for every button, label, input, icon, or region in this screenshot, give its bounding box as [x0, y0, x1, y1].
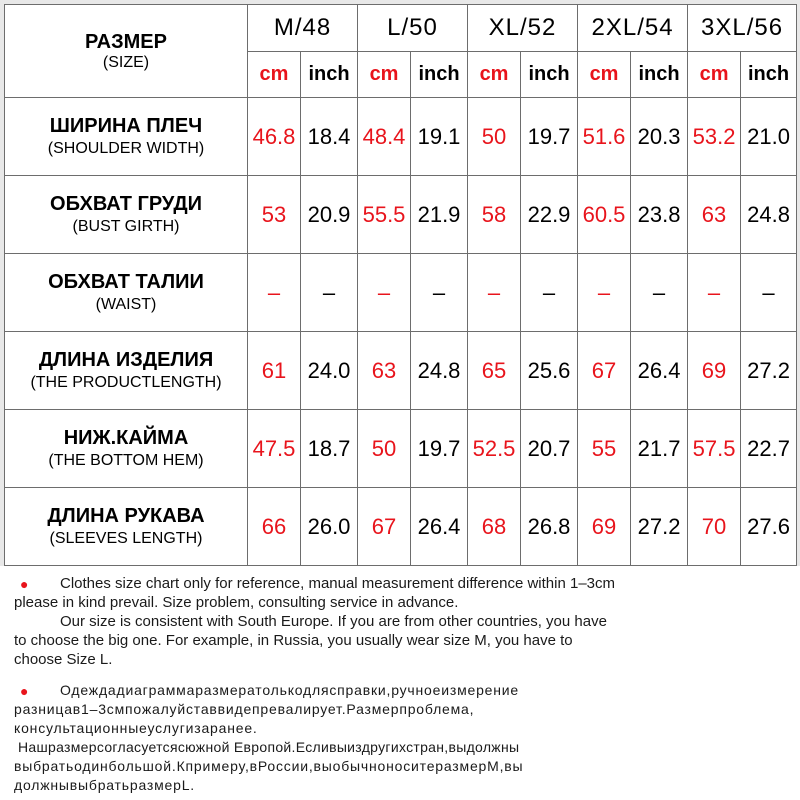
- value-cm: 63: [358, 332, 411, 410]
- value-inch: 21.0: [741, 98, 797, 176]
- table-row: [5, 488, 797, 566]
- value-cm: –: [248, 254, 301, 332]
- size-l-header: L/50: [358, 5, 468, 52]
- size-m-header: M/48: [248, 5, 358, 52]
- unit-inch-header: inch: [521, 52, 578, 98]
- value-inch: 21.9: [411, 176, 468, 254]
- value-inch: –: [301, 254, 358, 332]
- value-inch: 26.0: [301, 488, 358, 566]
- note-en-line: choose Size L.: [14, 651, 113, 668]
- value-inch: 21.7: [631, 410, 688, 488]
- value-inch: 19.7: [521, 98, 578, 176]
- value-cm: 55: [578, 410, 631, 488]
- size-xl-header: XL/52: [468, 5, 578, 52]
- value-inch: 19.7: [411, 410, 468, 488]
- unit-inch-header: inch: [301, 52, 358, 98]
- unit-cm-header: cm: [578, 52, 631, 98]
- size-table: [4, 4, 797, 566]
- value-cm: 50: [468, 98, 521, 176]
- size-label-en: (SIZE): [102, 53, 150, 71]
- table-row: [5, 176, 797, 254]
- row-label: [5, 254, 248, 332]
- value-cm: 47.5: [248, 410, 301, 488]
- value-cm: 67: [578, 332, 631, 410]
- note-russian: [14, 681, 786, 795]
- value-cm: –: [468, 254, 521, 332]
- size-label-ru: РАЗМЕР: [85, 30, 167, 53]
- row-label-en: (THE BOTTOM HEM): [48, 451, 204, 469]
- value-cm: –: [578, 254, 631, 332]
- row-label: [5, 488, 248, 566]
- notes-section: [14, 574, 786, 795]
- note-ru-line: разницав1–3смпожалуйставвидепревалирует.Размерпроблема,: [14, 701, 475, 717]
- note-ru-line: должнывыбратьразмерL.: [14, 777, 195, 793]
- value-cm: 61: [248, 332, 301, 410]
- table-row: [5, 98, 797, 176]
- row-label-en: (BUST GIRTH): [72, 217, 180, 235]
- value-inch: 24.0: [301, 332, 358, 410]
- note-en-line: please in kind prevail. Size problem, consulting service in advance.: [14, 594, 459, 611]
- value-cm: 55.5: [358, 176, 411, 254]
- row-label: [5, 98, 248, 176]
- note-ru-line: выбратьодинбольшой.Кпримеру,вРоссии,выобычноноситеразмерМ,вы: [14, 758, 524, 774]
- value-inch: 22.7: [741, 410, 797, 488]
- unit-inch-header: inch: [411, 52, 468, 98]
- value-inch: –: [521, 254, 578, 332]
- row-label: [5, 332, 248, 410]
- value-inch: 20.9: [301, 176, 358, 254]
- note-en-line: Our size is consistent with South Europe. If you are from other countries, you have: [60, 613, 607, 630]
- value-cm: 69: [578, 488, 631, 566]
- value-inch: –: [631, 254, 688, 332]
- value-cm: 58: [468, 176, 521, 254]
- value-inch: 20.7: [521, 410, 578, 488]
- value-cm: 53: [248, 176, 301, 254]
- value-cm: 46.8: [248, 98, 301, 176]
- value-inch: 27.6: [741, 488, 797, 566]
- value-inch: 27.2: [741, 332, 797, 410]
- note-english: [14, 574, 786, 669]
- row-label-en: (THE PRODUCTLENGTH): [30, 373, 222, 391]
- value-cm: 70: [688, 488, 741, 566]
- value-cm: –: [688, 254, 741, 332]
- value-inch: –: [741, 254, 797, 332]
- value-cm: 51.6: [578, 98, 631, 176]
- header-corner-cell: [5, 5, 248, 98]
- row-label-en: (SHOULDER WIDTH): [47, 139, 205, 157]
- value-inch: 27.2: [631, 488, 688, 566]
- value-cm: 50: [358, 410, 411, 488]
- row-label-en: (SLEEVES LENGTH): [49, 529, 203, 547]
- value-inch: 20.3: [631, 98, 688, 176]
- note-en-line: to choose the big one. For example, in Russia, you usually wear size M, you have to: [14, 632, 573, 649]
- value-cm: 68: [468, 488, 521, 566]
- row-label-ru: НИЖ.КАЙМА: [63, 426, 189, 449]
- value-cm: –: [358, 254, 411, 332]
- table-row: [5, 410, 797, 488]
- value-cm: 63: [688, 176, 741, 254]
- value-cm: 53.2: [688, 98, 741, 176]
- size-3xl-header: 3XL/56: [688, 5, 797, 52]
- table-row: [5, 254, 797, 332]
- row-label-en: (WAIST): [95, 295, 157, 313]
- row-label: [5, 176, 248, 254]
- value-cm: 67: [358, 488, 411, 566]
- row-label-ru: ОБХВАТ ТАЛИИ: [48, 270, 204, 293]
- unit-cm-header: cm: [468, 52, 521, 98]
- unit-cm-header: cm: [358, 52, 411, 98]
- note-ru-line: Нашразмерсогласуетсясюжной Европой.Есливыиздругихстран,выдолжны: [18, 739, 520, 755]
- row-label-ru: ДЛИНА ИЗДЕЛИЯ: [38, 348, 214, 371]
- value-inch: –: [411, 254, 468, 332]
- note-ru-line: Одеждадиаграммаразмератолькодляcправки,ручноеизмерение: [60, 682, 519, 698]
- value-inch: 26.4: [411, 488, 468, 566]
- value-inch: 25.6: [521, 332, 578, 410]
- row-label-ru: ОБХВАТ ГРУДИ: [50, 192, 202, 215]
- unit-inch-header: inch: [631, 52, 688, 98]
- size-2xl-header: 2XL/54: [578, 5, 688, 52]
- row-label-ru: ШИРИНА ПЛЕЧ: [49, 114, 203, 137]
- value-cm: 65: [468, 332, 521, 410]
- value-cm: 52.5: [468, 410, 521, 488]
- value-inch: 23.8: [631, 176, 688, 254]
- value-cm: 60.5: [578, 176, 631, 254]
- row-label-ru: ДЛИНА РУКАВА: [47, 504, 205, 527]
- row-label: [5, 410, 248, 488]
- value-inch: 18.4: [301, 98, 358, 176]
- unit-cm-header: cm: [248, 52, 301, 98]
- value-inch: 26.8: [521, 488, 578, 566]
- unit-cm-header: cm: [688, 52, 741, 98]
- value-inch: 24.8: [741, 176, 797, 254]
- table-row: [5, 332, 797, 410]
- value-inch: 22.9: [521, 176, 578, 254]
- note-ru-line: консультационныеуслугизаранее.: [14, 720, 258, 736]
- value-cm: 69: [688, 332, 741, 410]
- value-inch: 19.1: [411, 98, 468, 176]
- bullet-icon: ●: [20, 683, 30, 699]
- note-en-line: Clothes size chart only for reference, manual measurement difference within 1–3cm: [60, 575, 615, 592]
- bullet-icon: ●: [20, 576, 29, 592]
- value-cm: 66: [248, 488, 301, 566]
- value-cm: 57.5: [688, 410, 741, 488]
- value-cm: 48.4: [358, 98, 411, 176]
- unit-inch-header: inch: [741, 52, 797, 98]
- value-inch: 24.8: [411, 332, 468, 410]
- value-inch: 18.7: [301, 410, 358, 488]
- value-inch: 26.4: [631, 332, 688, 410]
